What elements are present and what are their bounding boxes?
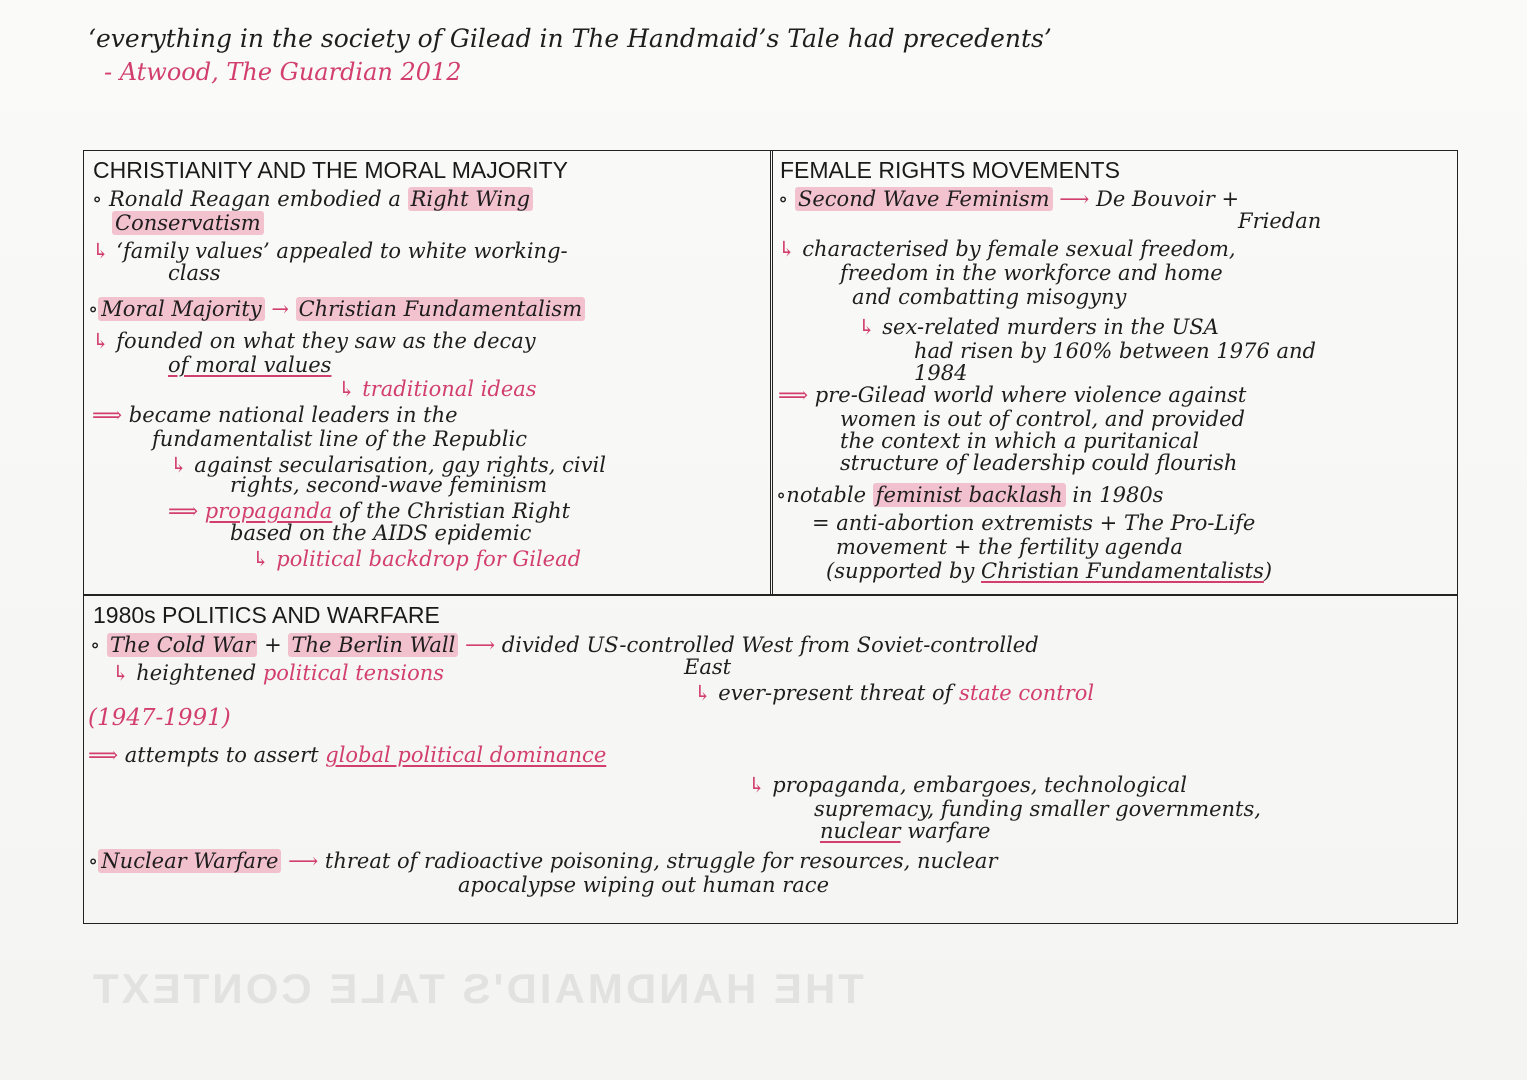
moral-majority-line <box>88 298 585 320</box>
nuclear-warfare-line <box>88 850 998 872</box>
double-arrow-icon: ⟹ <box>778 383 815 407</box>
anti-abortion-line: = anti-abortion extremists + The Pro-Life <box>812 511 1256 535</box>
fertility-line: movement + the fertility agenda <box>836 535 1183 559</box>
cold-war-highlight: The Cold War <box>107 633 258 657</box>
nuclear-warfare-highlight: Nuclear Warfare <box>98 849 281 873</box>
characterised-text: characterised by female sexual freedom, <box>802 237 1236 261</box>
murders-text: sex-related murders in the USA <box>882 315 1219 339</box>
feminist-backlash-highlight: feminist backlash <box>873 483 1066 507</box>
family-values-text: ‘family values’ appealed to white working- <box>116 239 568 263</box>
second-wave-line: rights, second-wave feminism <box>230 473 548 497</box>
pre-gilead-text: pre-Gilead world where violence against <box>814 383 1247 407</box>
moral-majority-highlight: Moral Majority <box>98 297 264 321</box>
radioactive-text: threat of radioactive poisoning, struggle for resources, nuclear <box>324 849 998 873</box>
bullet-icon: ∘ <box>90 633 107 657</box>
misogyny-line: and combatting misogyny <box>852 285 1127 309</box>
divided-text: divided US-controlled West from Soviet-controlled <box>501 633 1039 657</box>
berlin-wall-highlight: The Berlin Wall <box>288 633 458 657</box>
arrow-icon: ⟶ <box>281 849 325 873</box>
traditional-ideas-text: traditional ideas <box>362 377 537 401</box>
backdrop-text: political backdrop for Gilead <box>276 547 582 571</box>
notable-text: notable <box>786 483 873 507</box>
heightened-text: heightened <box>136 661 263 685</box>
double-arrow-icon: ⟹ <box>88 743 125 767</box>
apocalypse-line: apocalypse wiping out human race <box>458 873 829 897</box>
de-bouvoir-text: De Bouvoir + <box>1095 187 1240 211</box>
propaganda-text: propaganda <box>204 499 333 523</box>
characterised-line <box>778 238 1236 260</box>
reagan-text: Ronald Reagan embodied a <box>108 187 408 211</box>
propaganda-embargoes-text: propaganda, embargoes, technological <box>772 773 1187 797</box>
arrow-icon: ↳ <box>694 681 719 705</box>
christian-right-text: of the Christian Right <box>332 499 571 523</box>
family-values-line <box>92 240 568 262</box>
bullet-icon: ∘ <box>88 297 99 321</box>
prop-line-2: supremacy, funding smaller governments, <box>814 797 1261 821</box>
east-line: East <box>684 655 732 679</box>
arrow-icon: → <box>264 297 296 321</box>
plus-text: + <box>257 633 289 657</box>
years-line: (1947-1991) <box>88 705 231 731</box>
fundamentalist-line: fundamentalist line of the Republic <box>152 427 527 451</box>
quote-source: - Atwood, The Guardian 2012 <box>104 58 462 86</box>
year-1984-line: 1984 <box>914 361 968 385</box>
against-text: against secularisation, gay rights, civil <box>194 453 606 477</box>
quote-text: ‘everything in the society of Gilead in The Handmaid’s Tale had precedents’ <box>88 24 1052 53</box>
context-line: the context in which a puritanical <box>840 429 1200 453</box>
founded-line <box>92 330 536 352</box>
cold-war-line <box>90 634 1039 656</box>
propaganda-line <box>168 500 570 522</box>
structure-line: structure of leadership could flourish <box>840 451 1238 475</box>
supported-text: (supported by <box>826 559 982 583</box>
heading-female-rights: FEMALE RIGHTS MOVEMENTS <box>780 157 1120 183</box>
arrow-icon: ↳ <box>170 453 195 477</box>
class-line: class <box>168 261 221 285</box>
women-line: women is out of control, and provided <box>840 407 1245 431</box>
threat-line <box>694 682 1094 704</box>
bullet-icon: ∘ <box>778 187 795 211</box>
arrow-icon: ↳ <box>338 377 363 401</box>
second-wave-highlight: Second Wave Feminism <box>795 187 1053 211</box>
right-wing-highlight: Right Wing <box>408 187 534 211</box>
aids-line: based on the AIDS epidemic <box>230 521 532 545</box>
nuclear-text: nuclear <box>820 819 901 843</box>
moral-values-line <box>168 354 331 376</box>
second-wave-feminism-line <box>778 188 1239 210</box>
arrow-icon: ↳ <box>252 547 277 571</box>
risen-line: had risen by 160% between 1976 and <box>914 339 1316 363</box>
leaders-text: became national leaders in the <box>128 403 458 427</box>
bullet-icon: ∘ <box>92 187 109 211</box>
close-paren-text: ) <box>1263 559 1273 583</box>
global-dominance-text: global political dominance <box>325 743 607 767</box>
prop-line-3 <box>820 820 990 842</box>
founded-text: founded on what they saw as the decay <box>116 329 536 353</box>
reagan-line <box>92 188 533 210</box>
in-1980s-text: in 1980s <box>1065 483 1164 507</box>
arrow-icon: ↳ <box>92 239 117 263</box>
heading-christianity: CHRISTIANITY AND THE MORAL MAJORITY <box>93 157 568 183</box>
leaders-line <box>92 404 458 426</box>
friedan-line: Friedan <box>1238 209 1322 233</box>
arrow-icon: ↳ <box>112 661 137 685</box>
bleed-through-text: THE HANDMAID'S TALE CONTEXT <box>90 965 864 1012</box>
arrow-icon: ⟶ <box>1052 187 1096 211</box>
christian-fundamentalism-highlight: Christian Fundamentalism <box>296 297 586 321</box>
conservatism-line <box>112 212 264 234</box>
conservatism-highlight: Conservatism <box>112 211 264 235</box>
tensions-line <box>112 662 444 684</box>
bullet-icon: ∘ <box>776 483 787 507</box>
heading-politics: 1980s POLITICS AND WARFARE <box>93 602 440 628</box>
attempts-text: attempts to assert <box>124 743 326 767</box>
pre-gilead-line <box>778 384 1246 406</box>
arrow-icon: ⟶ <box>458 633 502 657</box>
murders-line <box>858 316 1219 338</box>
double-arrow-icon: ⟹ <box>168 499 205 523</box>
warfare-text: warfare <box>900 819 991 843</box>
moral-values-text: of moral values <box>168 353 332 377</box>
threat-text: ever-present threat of <box>718 681 960 705</box>
supported-line <box>826 560 1272 582</box>
prop-line-1 <box>748 774 1187 796</box>
arrow-icon: ↳ <box>748 773 773 797</box>
traditional-ideas-line <box>338 378 537 400</box>
workforce-line: freedom in the workforce and home <box>840 261 1223 285</box>
double-arrow-icon: ⟹ <box>92 403 129 427</box>
backlash-line <box>776 484 1163 506</box>
bullet-icon: ∘ <box>88 849 99 873</box>
attempts-line <box>88 744 606 766</box>
arrow-icon: ↳ <box>778 237 803 261</box>
state-control-text: state control <box>959 681 1095 705</box>
arrow-icon: ↳ <box>858 315 883 339</box>
backdrop-line <box>252 548 581 570</box>
political-tensions-text: political tensions <box>262 661 445 685</box>
arrow-icon: ↳ <box>92 329 117 353</box>
christian-fundamentalists-text: Christian Fundamentalists <box>981 559 1264 583</box>
